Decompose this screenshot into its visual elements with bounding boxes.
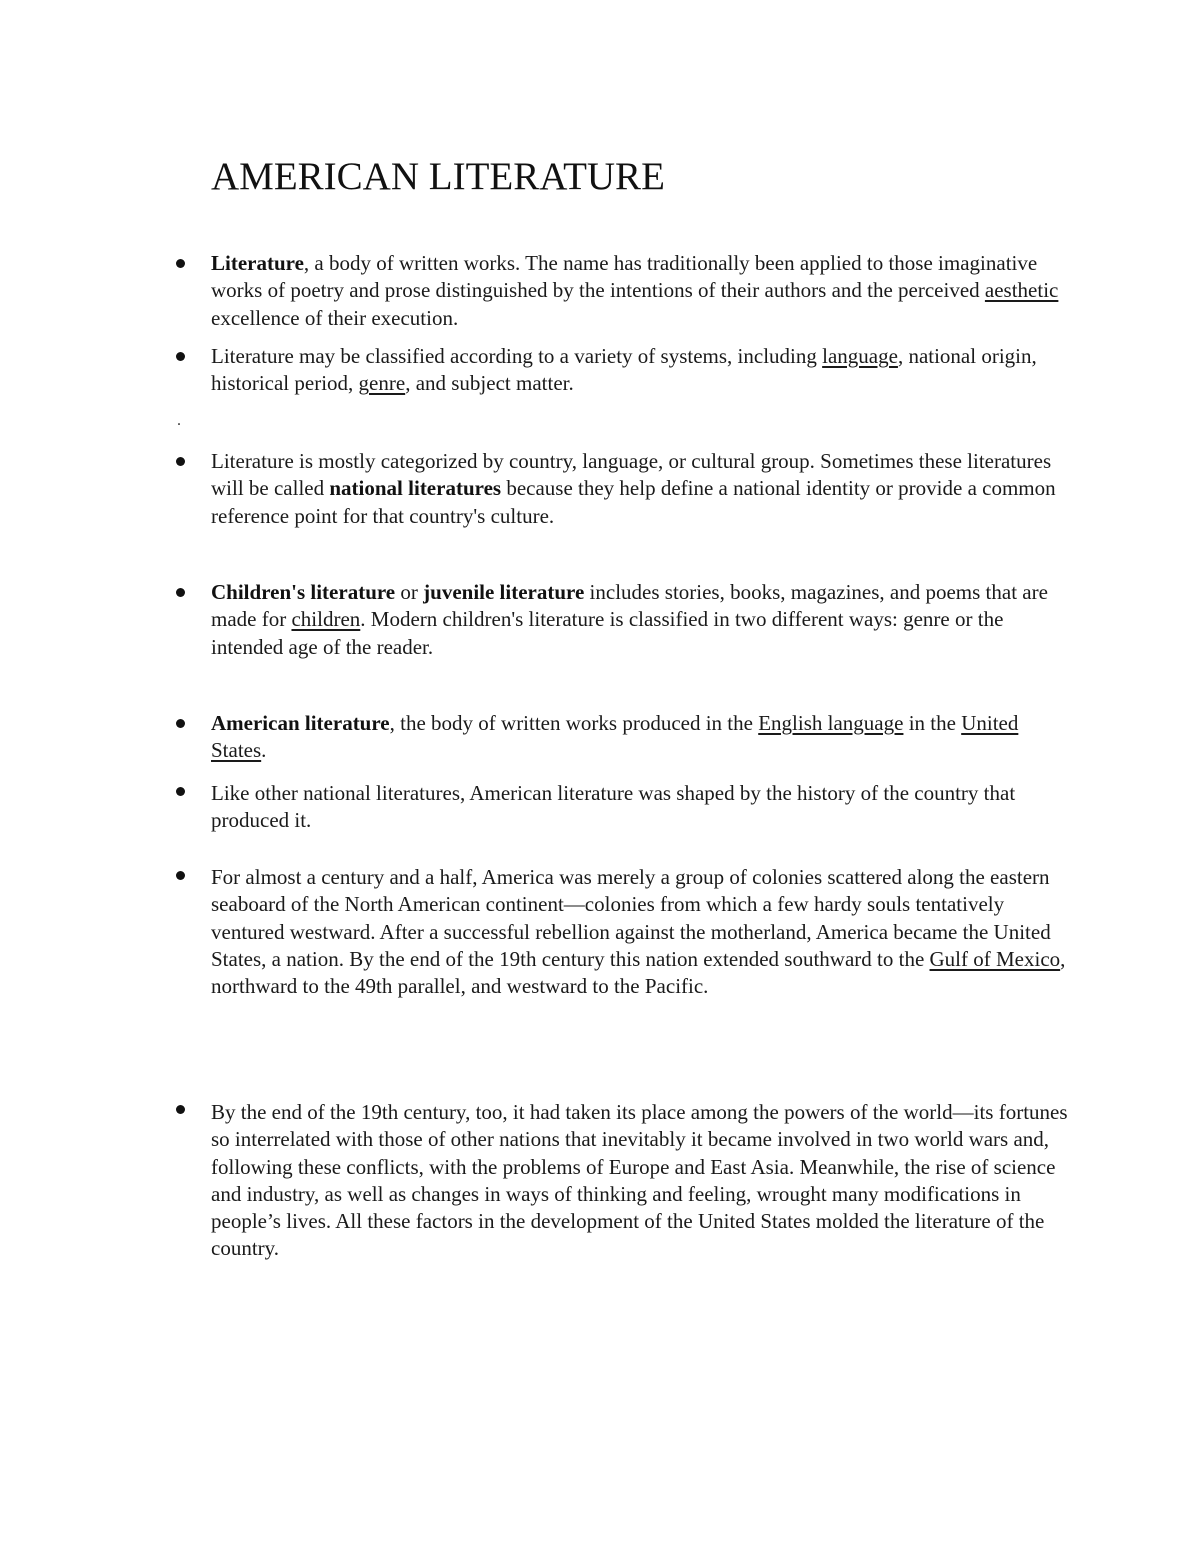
bullet-icon [176, 719, 185, 728]
item-text: , national origin, historical period, [211, 344, 1037, 396]
item-text: Literature is mostly categorized by country, language, or cultural group. Sometimes these literatures will be called [211, 449, 1052, 501]
list-item [211, 1099, 1071, 1263]
item-text: For almost a century and a half, America was merely a group of colonies scattered along the eastern seaboard of the North American continent—colonies from which a few hardy souls tentatively ventured westward. After a successful rebellion against the motherland, America became the United States, a nation. By the end of the 19th century this nation extended southward to the [211, 865, 1051, 971]
term-link[interactable]: English language [758, 711, 904, 735]
list-item [211, 780, 1071, 835]
item-text: , a body of written works. The name has traditionally been applied to those imaginative works of poetry and prose distinguished by the intentions of their authors and the perceived [211, 251, 1038, 303]
term-link[interactable]: aesthetic [984, 278, 1059, 303]
list-item [211, 343, 1071, 398]
bold-term: national literatures [329, 476, 502, 501]
item-text: By the end of the 19th century, too, it had taken its place among the powers of the world—its fortunes so interrelated with those of other nations that inevitably it became involved in two world wars and, following these conflicts, with the problems of Europe and East Asia. Meanwhile, the rise of science and industry, as well as changes in ways of thinking and feeling, wrought many modifications in people’s lives. All these factors in the development of the United States molded the literature of the country. [211, 1100, 1068, 1261]
list-item [211, 710, 1071, 765]
item-text: in the [903, 711, 962, 735]
term-link[interactable]: United States [211, 711, 1019, 763]
item-text: , and subject matter. [405, 371, 574, 396]
bold-term: Children's literature [211, 580, 396, 604]
item-text: Like other national literatures, American literature was shaped by the history of the country that produced it. [211, 781, 1016, 833]
item-text: or [395, 580, 424, 604]
list-item [211, 579, 1071, 661]
item-text: , northward to the 49th parallel, and westward to the Pacific. [211, 946, 1066, 999]
item-text: includes stories, books, magazines, and poems that are made for [211, 580, 1048, 632]
term-link[interactable]: Gulf of Mexico [929, 946, 1061, 971]
bullet-icon [176, 352, 185, 361]
stray-mark: . [177, 412, 181, 429]
list-item [211, 864, 1071, 1000]
bullet-icon [176, 1105, 185, 1114]
item-text: , the body of written works produced in the [389, 711, 759, 735]
bullet-icon [176, 259, 185, 268]
item-text: excellence of their execution. [211, 305, 459, 330]
item-text: . [261, 738, 267, 763]
document-title: AMERICAN LITERATURE [211, 155, 665, 198]
term-link[interactable]: children [291, 607, 361, 632]
bold-term: Literature [211, 251, 304, 275]
term-link[interactable]: language [822, 344, 898, 368]
bullet-icon [176, 871, 185, 880]
list-item [211, 250, 1071, 332]
list-item [211, 448, 1071, 530]
bullet-icon [176, 787, 185, 796]
item-text: Literature may be classified according to a variety of systems, including [211, 344, 823, 368]
item-text: . Modern children's literature is classified in two different ways: genre or the intended age of the reader. [211, 607, 1004, 659]
bold-term: American literature [211, 711, 390, 735]
bold-term: juvenile literature [423, 580, 585, 604]
term-link[interactable]: genre [358, 371, 406, 396]
bullet-icon [176, 457, 185, 466]
item-text: because they help define a national identity or provide a common reference point for that country's culture. [211, 476, 1056, 528]
bullet-icon [176, 588, 185, 597]
